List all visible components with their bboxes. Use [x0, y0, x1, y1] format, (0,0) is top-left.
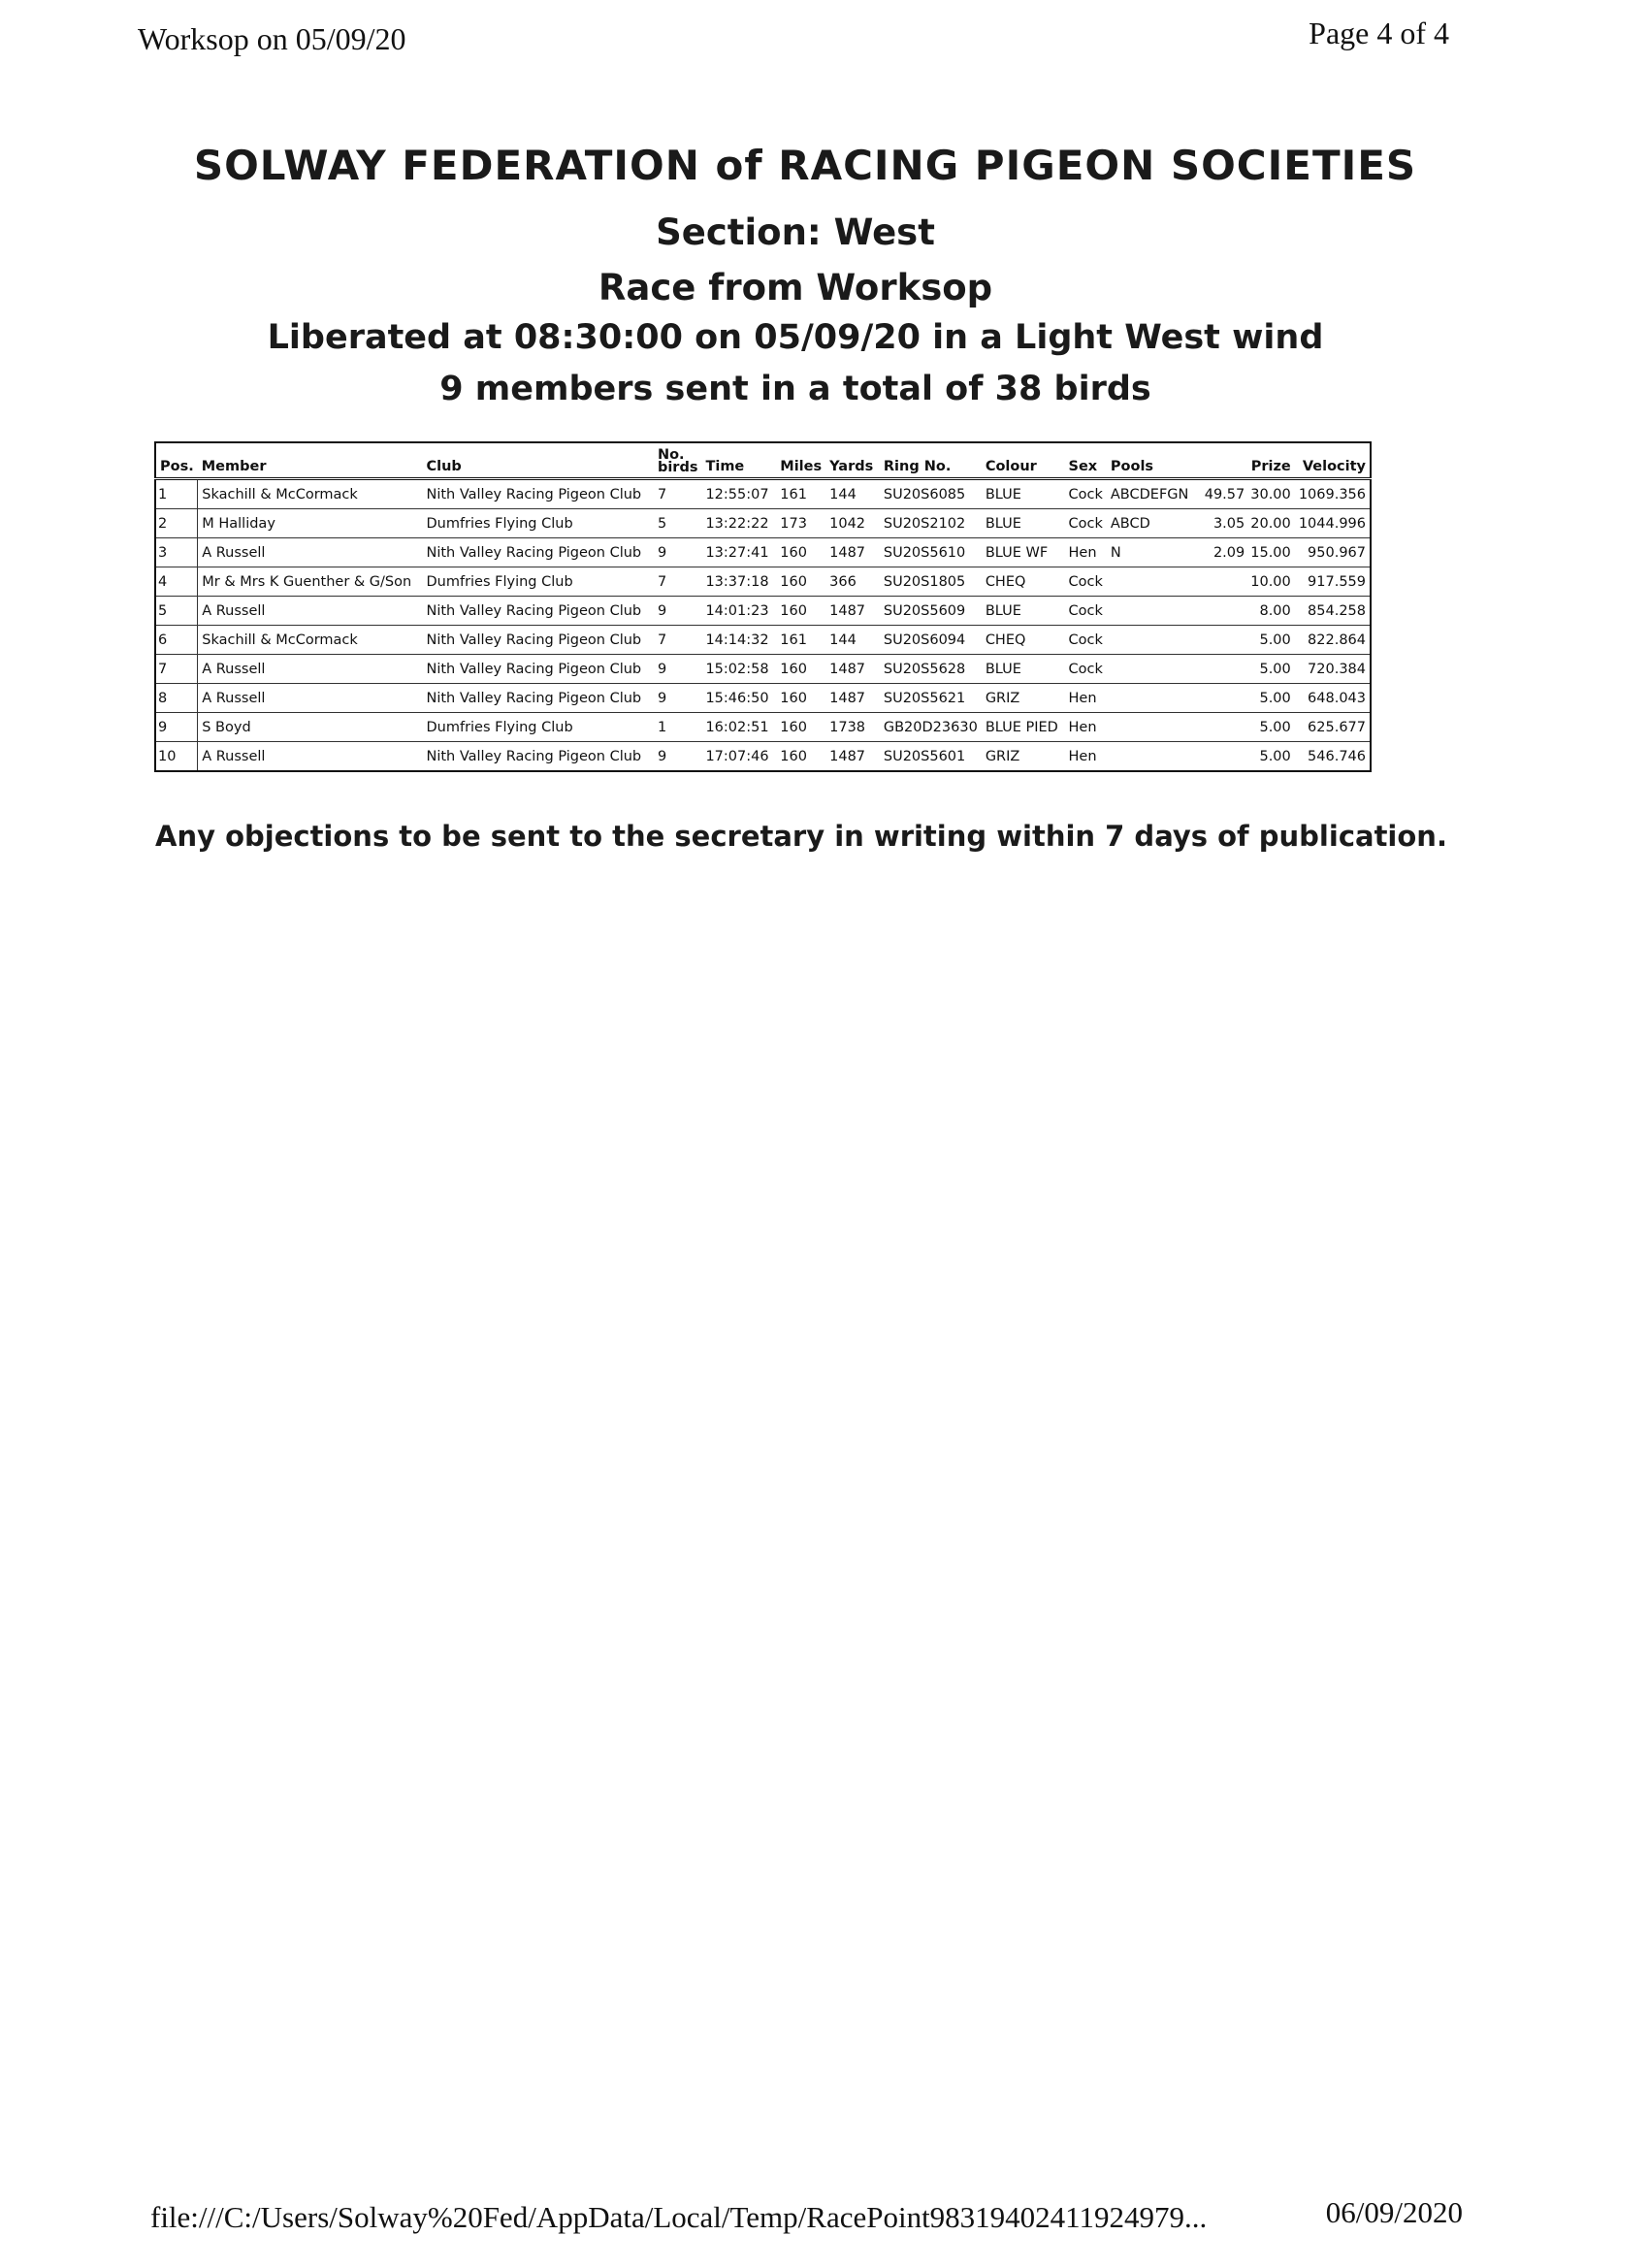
club-cell: Nith Valley Racing Pigeon Club [422, 655, 653, 684]
sex-cell: Cock [1065, 479, 1107, 509]
yards-cell: 144 [825, 479, 880, 509]
section-title: Section: West [656, 211, 935, 253]
colour-cell: BLUE [982, 597, 1065, 626]
miles-cell: 160 [776, 655, 825, 684]
time-cell: 16:02:51 [701, 713, 776, 742]
colour-cell: BLUE [982, 479, 1065, 509]
club-cell: Dumfries Flying Club [422, 567, 653, 597]
member-cell: A Russell [202, 749, 266, 764]
time-cell: 17:07:46 [705, 749, 769, 764]
club-cell: Nith Valley Racing Pigeon Club [422, 479, 653, 509]
birds-cell: 5 [654, 509, 702, 538]
sex-cell: Hen [1065, 713, 1107, 742]
prize-cell [1201, 509, 1295, 538]
table-row [155, 509, 1371, 538]
pools-cell [1107, 684, 1201, 713]
birds-cell: 7 [654, 626, 702, 655]
colour-cell: BLUE [982, 655, 1065, 684]
results-body [155, 479, 1371, 772]
yards-cell: 1042 [825, 509, 880, 538]
col-pools: Pools [1107, 442, 1201, 479]
yards-cell: 1487 [829, 749, 866, 764]
col-birds [654, 442, 702, 479]
sex-cell: Cock [1065, 655, 1107, 684]
birds-cell: 9 [654, 538, 702, 567]
velocity-cell: 1044.996 [1295, 509, 1371, 538]
pools-cell: N [1107, 538, 1201, 567]
pos-cell: 10 [155, 742, 198, 772]
member-cell: A Russell [198, 538, 423, 567]
pos-cell: 7 [155, 655, 198, 684]
sex-cell: Hen [1065, 684, 1107, 713]
pools-cell [1107, 655, 1201, 684]
member-cell: S Boyd [198, 713, 423, 742]
table-row [155, 742, 1371, 772]
velocity-cell: 1069.356 [1295, 479, 1371, 509]
table-row [155, 567, 1371, 597]
velocity-cell: 648.043 [1295, 684, 1371, 713]
miles-cell: 160 [776, 538, 825, 567]
col-colour: Colour [982, 442, 1065, 479]
sex-cell: Hen [1065, 538, 1107, 567]
time-cell: 15:02:58 [701, 655, 776, 684]
colour-cell: GRIZ [985, 749, 1020, 764]
col-prize: Prize [1201, 442, 1295, 479]
pos-cell: 3 [155, 538, 198, 567]
birds-cell: 9 [657, 749, 667, 764]
ring-cell: SU20S6094 [880, 626, 982, 655]
yards-cell: 1487 [825, 538, 880, 567]
club-cell: Dumfries Flying Club [422, 509, 653, 538]
prize-cell [1201, 597, 1295, 626]
birds-cell: 7 [654, 479, 702, 509]
prize-cell [1201, 713, 1295, 742]
velocity-cell: 822.864 [1295, 626, 1371, 655]
ring-cell: SU20S5610 [880, 538, 982, 567]
ring-cell: SU20S5628 [880, 655, 982, 684]
table-row [155, 626, 1371, 655]
table-row [155, 538, 1371, 567]
prize-cell [1201, 479, 1295, 509]
velocity-cell: 546.746 [1308, 749, 1366, 764]
sex-cell: Cock [1065, 509, 1107, 538]
member-cell: M Halliday [198, 509, 423, 538]
prize-amount: 5.00 [1259, 720, 1291, 735]
prize-amount: 5.00 [1259, 632, 1291, 648]
col-miles: Miles [776, 442, 825, 479]
colour-cell: GRIZ [982, 684, 1065, 713]
ring-cell: SU20S1805 [880, 567, 982, 597]
prize-cell [1201, 655, 1295, 684]
yards-cell: 1487 [825, 597, 880, 626]
pools-cell: ABCDEFGN [1107, 479, 1201, 509]
yards-cell: 1487 [825, 655, 880, 684]
header-page-number: Page 4 of 4 [1309, 16, 1449, 50]
header-race-date: Worksop on 05/09/20 [138, 21, 406, 56]
pools-cell [1107, 567, 1201, 597]
pools-cell [1107, 742, 1201, 772]
pools-cell [1107, 626, 1201, 655]
sex-cell: Hen [1068, 749, 1097, 764]
velocity-cell: 720.384 [1295, 655, 1371, 684]
birds-cell: 7 [654, 567, 702, 597]
yards-cell: 366 [825, 567, 880, 597]
col-birds-line2: birds [657, 460, 698, 475]
birds-cell: 9 [654, 597, 702, 626]
prize-amount: 5.00 [1259, 691, 1291, 706]
members-info: 9 members sent in a total of 38 birds [439, 370, 1151, 408]
table-row [155, 713, 1371, 742]
time-cell: 15:46:50 [701, 684, 776, 713]
colour-cell: BLUE [982, 509, 1065, 538]
federation-title: SOLWAY FEDERATION of RACING PIGEON SOCIETIES [193, 142, 1417, 189]
ring-cell: SU20S2102 [880, 509, 982, 538]
ring-cell: GB20D23630 [880, 713, 982, 742]
col-ring: Ring No. [880, 442, 982, 479]
velocity-cell: 854.258 [1295, 597, 1371, 626]
prize-amount: 10.00 [1250, 574, 1291, 590]
velocity-cell: 625.677 [1295, 713, 1371, 742]
ring-cell: SU20S5609 [880, 597, 982, 626]
sex-cell: Cock [1065, 626, 1107, 655]
pools-cell [1107, 597, 1201, 626]
pos-cell: 4 [155, 567, 198, 597]
pools-cell [1107, 713, 1201, 742]
member-cell: Skachill & McCormack [198, 626, 423, 655]
pool-amount: 3.05 [1212, 516, 1245, 532]
footer-file-path: file:///C:/Users/Solway%20Fed/AppData/Local/Temp/RacePoint98319402411924979... [150, 2200, 1208, 2234]
club-cell: Nith Valley Racing Pigeon Club [422, 684, 653, 713]
pos-cell: 2 [155, 509, 198, 538]
colour-cell: CHEQ [982, 567, 1065, 597]
pos-cell: 6 [155, 626, 198, 655]
pos-cell: 9 [155, 713, 198, 742]
table-row [155, 684, 1371, 713]
time-cell: 12:55:07 [701, 479, 776, 509]
yards-cell: 1738 [825, 713, 880, 742]
col-pos: Pos. [155, 442, 198, 479]
yards-cell: 144 [825, 626, 880, 655]
club-cell: Nith Valley Racing Pigeon Club [422, 538, 653, 567]
club-cell: Nith Valley Racing Pigeon Club [426, 749, 642, 764]
pool-amount: 2.09 [1212, 545, 1245, 561]
miles-cell: 160 [780, 749, 807, 764]
colour-cell: CHEQ [982, 626, 1065, 655]
prize-cell [1201, 538, 1295, 567]
col-yards: Yards [825, 442, 880, 479]
yards-cell: 1487 [825, 684, 880, 713]
objections-notice: Any objections to be sent to the secretary in writing within 7 days of publication. [155, 820, 1447, 853]
club-cell: Nith Valley Racing Pigeon Club [422, 626, 653, 655]
col-birds-line1: No. [657, 447, 685, 463]
prize-amount: 15.00 [1250, 545, 1291, 561]
time-cell: 13:27:41 [701, 538, 776, 567]
member-cell: Mr & Mrs K Guenther & G/Son [198, 567, 423, 597]
table-row [155, 597, 1371, 626]
velocity-cell: 950.967 [1295, 538, 1371, 567]
club-cell: Nith Valley Racing Pigeon Club [422, 597, 653, 626]
table-row [155, 655, 1371, 684]
col-club: Club [422, 442, 653, 479]
col-member: Member [198, 442, 423, 479]
ring-cell: SU20S6085 [880, 479, 982, 509]
member-cell: A Russell [198, 655, 423, 684]
ring-cell: SU20S5621 [880, 684, 982, 713]
pools-cell: ABCD [1107, 509, 1201, 538]
prize-amount: 30.00 [1250, 487, 1291, 502]
sex-cell: Cock [1065, 597, 1107, 626]
birds-cell: 9 [654, 684, 702, 713]
table-row [155, 479, 1371, 509]
footer-print-date: 06/09/2020 [1325, 2195, 1463, 2229]
miles-cell: 160 [776, 713, 825, 742]
pool-amount: 49.57 [1204, 487, 1245, 502]
member-cell: Skachill & McCormack [198, 479, 423, 509]
prize-amount: 5.00 [1259, 662, 1291, 677]
club-cell: Dumfries Flying Club [422, 713, 653, 742]
prize-cell [1201, 626, 1295, 655]
prize-amount: 20.00 [1250, 516, 1291, 532]
miles-cell: 160 [776, 684, 825, 713]
prize-cell [1201, 742, 1295, 772]
pos-cell: 5 [155, 597, 198, 626]
miles-cell: 173 [776, 509, 825, 538]
colour-cell: BLUE WF [982, 538, 1065, 567]
velocity-cell: 917.559 [1295, 567, 1371, 597]
prize-amount: 8.00 [1259, 603, 1291, 619]
birds-cell: 9 [654, 655, 702, 684]
results-table [154, 441, 1372, 772]
miles-cell: 160 [776, 567, 825, 597]
miles-cell: 160 [776, 597, 825, 626]
time-cell: 14:01:23 [701, 597, 776, 626]
col-sex: Sex [1065, 442, 1107, 479]
col-velocity: Velocity [1295, 442, 1371, 479]
prize-amount: 5.00 [1259, 749, 1291, 764]
member-cell: A Russell [198, 684, 423, 713]
prize-cell [1201, 684, 1295, 713]
table-header-row [155, 442, 1371, 479]
pos-cell: 8 [155, 684, 198, 713]
miles-cell: 161 [776, 626, 825, 655]
col-time: Time [701, 442, 776, 479]
member-cell: A Russell [198, 597, 423, 626]
prize-cell [1201, 567, 1295, 597]
time-cell: 14:14:32 [701, 626, 776, 655]
time-cell: 13:37:18 [701, 567, 776, 597]
colour-cell: BLUE PIED [982, 713, 1065, 742]
liberation-info: Liberated at 08:30:00 on 05/09/20 in a Light West wind [267, 318, 1324, 357]
pos-cell: 1 [155, 479, 198, 509]
miles-cell: 161 [776, 479, 825, 509]
birds-cell: 1 [654, 713, 702, 742]
ring-cell: SU20S5601 [883, 749, 966, 764]
sex-cell: Cock [1065, 567, 1107, 597]
time-cell: 13:22:22 [701, 509, 776, 538]
race-title: Race from Worksop [598, 267, 993, 308]
